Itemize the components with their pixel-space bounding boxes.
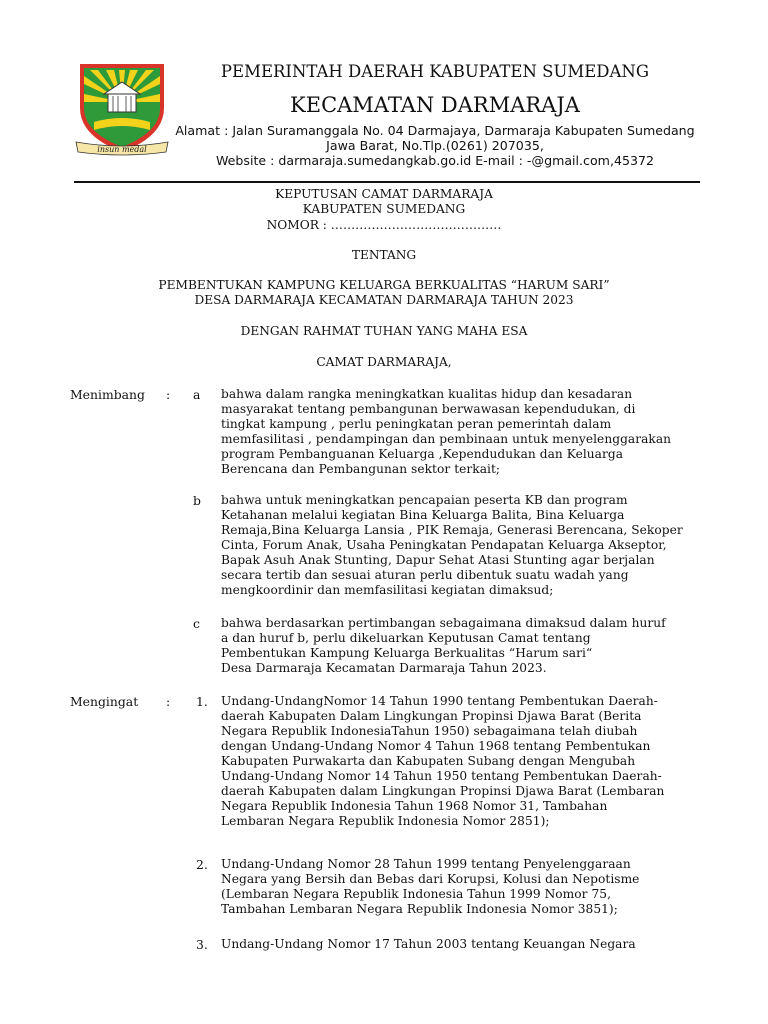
text-line: secara tertib dan sesuai aturan perlu dibentuk suatu wadah yang — [221, 568, 629, 582]
mengingat-item-3 — [221, 937, 686, 952]
text-line: daerah Kabupaten Dalam Lingkungan Propinsi Djawa Barat (Berita — [221, 709, 642, 723]
text-line: (Lembaran Negara Republik Indonesia Tahun 1999 Nomor 75, — [221, 887, 612, 901]
decree-region: KABUPATEN SUMEDANG — [302, 202, 466, 216]
letterhead-address-line: Alamat : Jalan Suramanggala No. 04 Darmajaya, Darmaraja Kabupaten Sumedang — [175, 123, 695, 138]
letterhead-government: PEMERINTAH DAERAH KABUPATEN SUMEDANG — [220, 62, 650, 81]
menimbang-item-b — [221, 493, 686, 598]
text-line: Ketahanan melalui kegiatan Bina Keluarga Balita, Bina Keluarga — [221, 508, 625, 522]
mengingat-item-1 — [221, 694, 686, 829]
text-line: Undang-Undang Nomor 17 Tahun 2003 tentang Keuangan Negara — [221, 937, 636, 951]
text-line: Negara yang Bersih dan Bebas dari Korupsi, Kolusi dan Nepotisme — [221, 872, 640, 886]
item-marker: 3. — [196, 937, 208, 952]
letterhead-address-line: Jawa Barat, No.Tlp.(0261) 207035, — [326, 138, 544, 153]
text-line: mengkoordinir dan memfasilitasi kegiatan dimaksud; — [221, 583, 554, 597]
item-marker: 2. — [196, 857, 208, 872]
decree-title: KEPUTUSAN CAMAT DARMARAJA — [275, 187, 493, 201]
letterhead-divider — [74, 181, 700, 183]
text-line: bahwa berdasarkan pertimbangan sebagaimana dimaksud dalam huruf — [221, 616, 666, 630]
item-marker: 1. — [196, 694, 208, 709]
letterhead-district: KECAMATAN DARMARAJA — [290, 93, 580, 117]
item-marker: b — [193, 493, 201, 508]
text-line: tingkat kampung , perlu peningkatan peran pemerintah dalam — [221, 417, 612, 431]
text-line: Undang-UndangNomor 14 Tahun 1990 tentang Pembentukan Daerah- — [221, 694, 658, 708]
item-marker: a — [193, 387, 201, 402]
decree-subject: DESA DARMARAJA KECAMATAN DARMARAJA TAHUN 2023 — [194, 293, 574, 307]
text-line: Lembaran Negara Republik Indonesia Nomor 2851); — [221, 814, 550, 828]
letterhead-contact-line: Website : darmaraja.sumedangkab.go.id E-mail : -@gmail.com,45372 — [215, 153, 655, 168]
section-colon: : — [166, 387, 171, 402]
text-line: dengan Undang-Undang Nomor 4 Tahun 1968 tentang Pembentukan — [221, 739, 651, 753]
text-line: Tambahan Lembaran Negara Republik Indonesia Nomor 3851); — [221, 902, 618, 916]
section-label-mengingat: Mengingat — [70, 694, 139, 709]
text-line: Desa Darmaraja Kecamatan Darmaraja Tahun 2023. — [221, 661, 547, 675]
decree-blessing: DENGAN RAHMAT TUHAN YANG MAHA ESA — [240, 324, 528, 338]
menimbang-item-a — [221, 387, 686, 477]
text-line: Pembentukan Kampung Keluarga Berkualitas “Harum sari“ — [221, 646, 593, 660]
text-line: a dan huruf b, perlu dikeluarkan Keputusan Camat tentang — [221, 631, 591, 645]
text-line: bahwa dalam rangka meningkatkan kualitas hidup dan kesadaran — [221, 387, 633, 401]
decree-subject: PEMBENTUKAN KAMPUNG KELUARGA BERKUALITAS “HARUM SARI” — [158, 278, 610, 292]
text-line: daerah Kabupaten dalam Lingkungan Propinsi Djawa Barat (Lembaran — [221, 784, 665, 798]
decree-number: NOMOR : …………………………………… — [266, 218, 502, 232]
text-line: Negara Republik Indonesia Tahun 1968 Nomor 31, Tambahan — [221, 799, 608, 813]
decree-official: CAMAT DARMARAJA, — [316, 355, 452, 369]
item-marker: c — [193, 616, 200, 631]
section-colon: : — [166, 694, 171, 709]
svg-text:insun medal: insun medal — [97, 145, 147, 154]
menimbang-item-c — [221, 616, 686, 676]
decree-tentang: TENTANG — [351, 248, 417, 262]
text-line: program Pembanguanan Keluarga ,Kependudukan dan Keluarga — [221, 447, 624, 461]
text-line: Undang-Undang Nomor 14 Tahun 1950 tentang Pembentukan Daerah- — [221, 769, 662, 783]
section-label-menimbang: Menimbang — [70, 387, 145, 402]
text-line: bahwa untuk meningkatkan pencapaian peserta KB dan program — [221, 493, 628, 507]
text-line: Remaja,Bina Keluarga Lansia , PIK Remaja, Generasi Berencana, Sekoper — [221, 523, 683, 537]
text-line: masyarakat tentang pembangunan berwawasan kependudukan, di — [221, 402, 636, 416]
text-line: Kabupaten Purwakarta dan Kabupaten Subang dengan Mengubah — [221, 754, 636, 768]
text-line: Cinta, Forum Anak, Usaha Peningkatan Pendapatan Keluarga Akseptor, — [221, 538, 667, 552]
text-line: Negara Republik IndonesiaTahun 1950) sebagaimana telah diubah — [221, 724, 638, 738]
mengingat-item-2 — [221, 857, 686, 917]
text-line: Bapak Asuh Anak Stunting, Dapur Sehat Atasi Stunting agar berjalan — [221, 553, 655, 567]
text-line: Berencana dan Pembangunan sektor terkait; — [221, 462, 501, 476]
text-line: memfasilitasi , pendampingan dan pembinaan untuk menyelenggarakan — [221, 432, 672, 446]
text-line: Undang-Undang Nomor 28 Tahun 1999 tentang Penyelenggaraan — [221, 857, 631, 871]
sumedang-regency-logo — [72, 58, 172, 158]
